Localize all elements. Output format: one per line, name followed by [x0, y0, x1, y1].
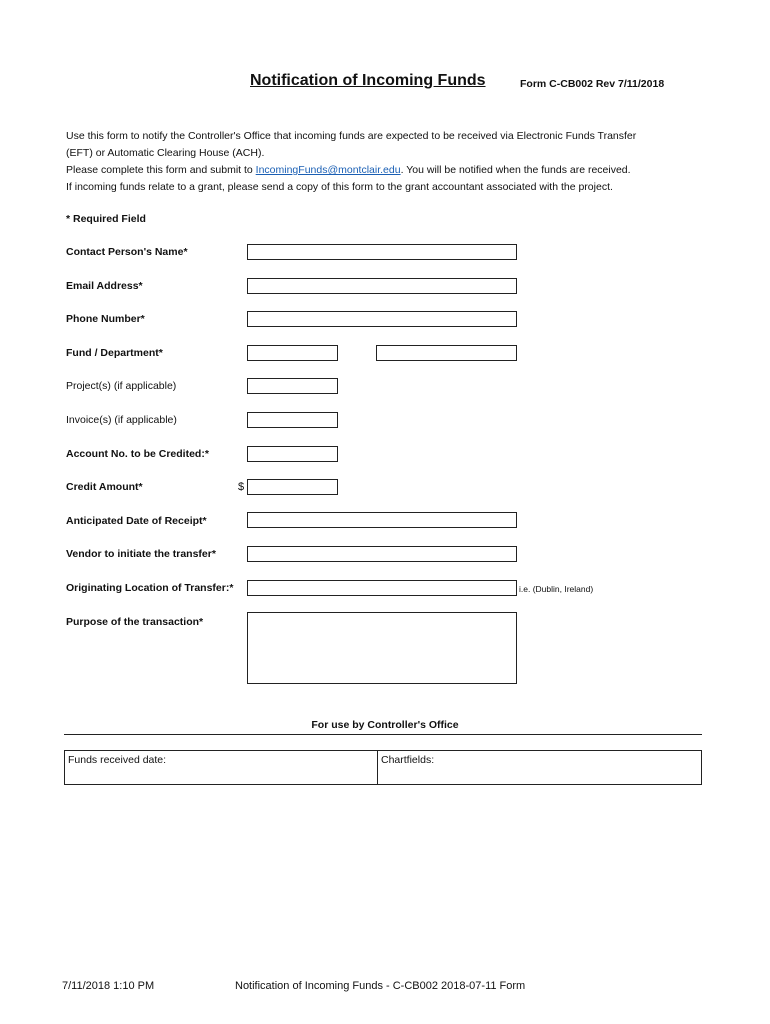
instruction-text: Please complete this form and submit to: [66, 164, 256, 176]
origin-location-label: Originating Location of Transfer:*: [66, 582, 234, 594]
email-field[interactable]: [247, 278, 517, 294]
chartfields-cell: Chartfields:: [381, 754, 435, 766]
origin-location-field[interactable]: [247, 580, 517, 596]
required-note: * Required Field: [66, 213, 146, 225]
instruction-line-1: Use this form to notify the Controller's Office that incoming funds are expected to be received via Electronic Funds Transfer: [66, 130, 637, 142]
contact-name-field[interactable]: [247, 244, 517, 260]
credit-amount-label: Credit Amount*: [66, 481, 143, 493]
office-section-title: For use by Controller's Office: [311, 719, 459, 731]
funds-received-date-cell: Funds received date:: [65, 751, 378, 784]
account-no-label: Account No. to be Credited:*: [66, 448, 209, 460]
dollar-sign: $: [238, 481, 245, 493]
fund-field[interactable]: [247, 345, 338, 361]
contact-name-label: Contact Person's Name*: [66, 246, 188, 258]
instruction-line-2: (EFT) or Automatic Clearing House (ACH).: [66, 147, 265, 159]
instructions: [66, 128, 706, 196]
credit-amount-field[interactable]: [247, 479, 338, 495]
form-number: Form C-CB002 Rev 7/11/2018: [520, 78, 665, 90]
projects-field[interactable]: [247, 378, 338, 394]
phone-field[interactable]: [247, 311, 517, 327]
invoices-label: Invoice(s) (if applicable): [66, 414, 177, 426]
footer-datetime: 7/11/2018 1:10 PM: [62, 980, 155, 992]
purpose-field[interactable]: [247, 612, 517, 684]
vendor-field[interactable]: [247, 546, 517, 562]
anticipated-date-field[interactable]: [247, 512, 517, 528]
vendor-label: Vendor to initiate the transfer*: [66, 548, 216, 560]
page-title: Notification of Incoming Funds: [250, 72, 486, 89]
purpose-label: Purpose of the transaction*: [66, 616, 204, 628]
instruction-line-4: If incoming funds relate to a grant, please send a copy of this form to the grant accountant associated with the project.: [66, 181, 613, 193]
section-divider: [64, 734, 702, 735]
projects-label: Project(s) (if applicable): [66, 380, 177, 392]
instruction-line-3: [66, 162, 706, 179]
email-link[interactable]: IncomingFunds@montclair.edu: [255, 164, 401, 176]
department-field[interactable]: [376, 345, 517, 361]
anticipated-date-label: Anticipated Date of Receipt*: [66, 515, 207, 527]
office-use-table: [64, 750, 702, 785]
origin-location-hint: i.e. (Dublin, Ireland): [519, 584, 594, 594]
fund-department-label: Fund / Department*: [66, 347, 163, 359]
email-label: Email Address*: [66, 280, 143, 292]
invoices-field[interactable]: [247, 412, 338, 428]
phone-label: Phone Number*: [66, 313, 145, 325]
instruction-text-end: . You will be notified when the funds are received.: [400, 164, 631, 176]
account-no-field[interactable]: [247, 446, 338, 462]
footer-document-name: Notification of Incoming Funds - C-CB002 2018-07-11 Form: [235, 980, 526, 992]
